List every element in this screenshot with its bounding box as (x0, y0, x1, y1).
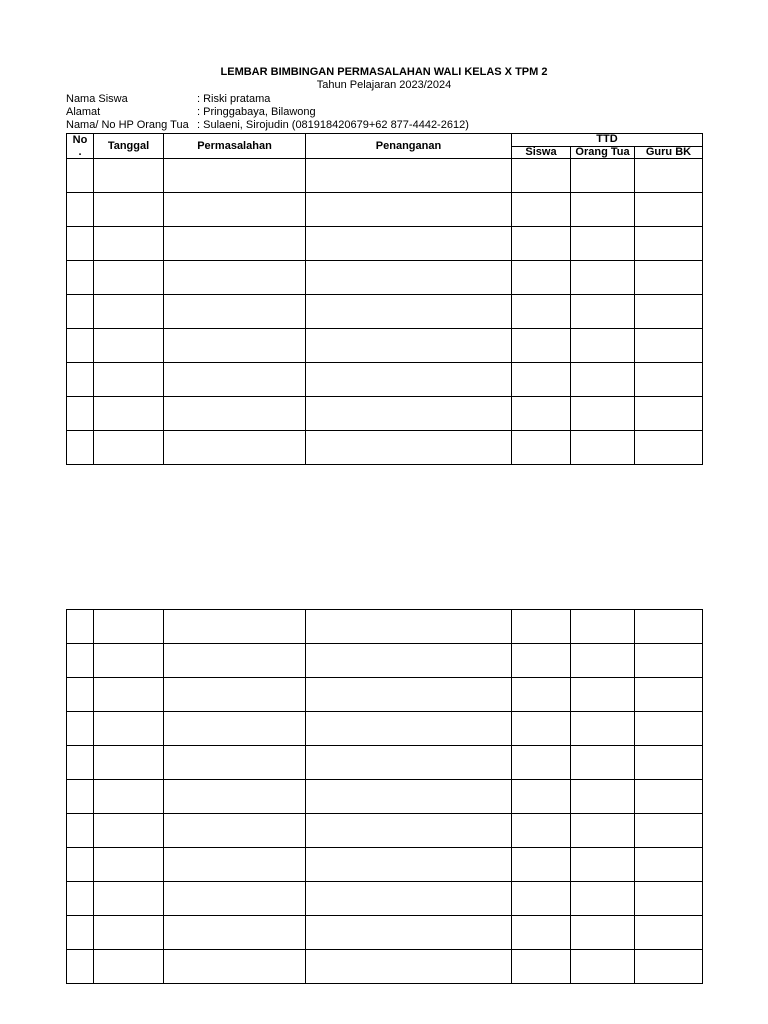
table-row (67, 882, 703, 916)
table-row (67, 746, 703, 780)
table-row (67, 848, 703, 882)
cell-ttd-siswa (512, 746, 571, 780)
cell-tanggal (94, 227, 164, 261)
cell-ttd-orang-tua (571, 678, 635, 712)
cell-tanggal (94, 814, 164, 848)
cell-tanggal (94, 261, 164, 295)
cell-permasalahan (164, 712, 306, 746)
info-value: : Riski pratama (197, 93, 271, 105)
counseling-table-continued (66, 609, 703, 984)
cell-permasalahan (164, 397, 306, 431)
cell-ttd-guru-bk (635, 329, 703, 363)
cell-ttd-siswa (512, 712, 571, 746)
cell-ttd-guru-bk (635, 227, 703, 261)
col-tanggal-header: Tanggal (94, 134, 164, 159)
cell-tanggal (94, 363, 164, 397)
table-row (67, 644, 703, 678)
cell-permasalahan (164, 261, 306, 295)
cell-penanganan (306, 363, 512, 397)
cell-ttd-guru-bk (635, 295, 703, 329)
table-row (67, 678, 703, 712)
cell-penanganan (306, 295, 512, 329)
table-row (67, 227, 703, 261)
cell-ttd-guru-bk (635, 678, 703, 712)
cell-ttd-guru-bk (635, 261, 703, 295)
cell-tanggal (94, 397, 164, 431)
cell-penanganan (306, 780, 512, 814)
cell-no (67, 610, 94, 644)
cell-penanganan (306, 159, 512, 193)
info-label: Nama Siswa (66, 93, 128, 105)
cell-ttd-siswa (512, 363, 571, 397)
cell-tanggal (94, 644, 164, 678)
cell-no (67, 227, 94, 261)
table-row (67, 712, 703, 746)
cell-ttd-orang-tua (571, 261, 635, 295)
table-row (67, 610, 703, 644)
cell-permasalahan (164, 950, 306, 984)
cell-penanganan (306, 678, 512, 712)
cell-ttd-siswa (512, 610, 571, 644)
col-no-label: No (72, 134, 88, 146)
cell-no (67, 678, 94, 712)
cell-ttd-orang-tua (571, 814, 635, 848)
table-row (67, 950, 703, 984)
cell-no (67, 882, 94, 916)
counseling-table (66, 133, 703, 465)
cell-ttd-orang-tua (571, 712, 635, 746)
table-row (67, 329, 703, 363)
cell-ttd-guru-bk (635, 916, 703, 950)
table-row (67, 431, 703, 465)
cell-tanggal (94, 610, 164, 644)
cell-no (67, 261, 94, 295)
cell-permasalahan (164, 644, 306, 678)
cell-ttd-guru-bk (635, 193, 703, 227)
table-row (67, 916, 703, 950)
cell-tanggal (94, 678, 164, 712)
cell-ttd-siswa (512, 431, 571, 465)
cell-ttd-guru-bk (635, 848, 703, 882)
cell-ttd-orang-tua (571, 431, 635, 465)
cell-permasalahan (164, 848, 306, 882)
cell-no (67, 644, 94, 678)
col-ttd-header: TTD (512, 134, 703, 147)
cell-ttd-siswa (512, 780, 571, 814)
cell-ttd-siswa (512, 916, 571, 950)
cell-ttd-guru-bk (635, 746, 703, 780)
col-siswa-header: Siswa (512, 146, 571, 159)
cell-no (67, 746, 94, 780)
cell-ttd-orang-tua (571, 363, 635, 397)
cell-penanganan (306, 746, 512, 780)
table-row (67, 780, 703, 814)
cell-tanggal (94, 916, 164, 950)
cell-ttd-guru-bk (635, 712, 703, 746)
cell-ttd-orang-tua (571, 882, 635, 916)
cell-ttd-orang-tua (571, 193, 635, 227)
cell-no (67, 295, 94, 329)
cell-ttd-orang-tua (571, 746, 635, 780)
col-no-dot: . (78, 146, 82, 158)
cell-penanganan (306, 916, 512, 950)
cell-permasalahan (164, 159, 306, 193)
cell-no (67, 363, 94, 397)
cell-penanganan (306, 712, 512, 746)
cell-penanganan (306, 610, 512, 644)
info-value: : Sulaeni, Sirojudin (081918420679+62 877-4442-2612) (197, 119, 469, 131)
col-guru-bk-header: Guru BK (635, 146, 703, 159)
info-label: Alamat (66, 106, 101, 118)
cell-penanganan (306, 261, 512, 295)
cell-ttd-orang-tua (571, 848, 635, 882)
cell-ttd-siswa (512, 950, 571, 984)
col-penanganan-header: Penanganan (306, 134, 512, 159)
cell-permasalahan (164, 610, 306, 644)
cell-ttd-guru-bk (635, 950, 703, 984)
cell-ttd-guru-bk (635, 159, 703, 193)
cell-ttd-orang-tua (571, 329, 635, 363)
cell-tanggal (94, 882, 164, 916)
cell-no (67, 397, 94, 431)
table-row (67, 159, 703, 193)
cell-permasalahan (164, 814, 306, 848)
cell-ttd-siswa (512, 848, 571, 882)
cell-ttd-siswa (512, 193, 571, 227)
cell-no (67, 848, 94, 882)
cell-ttd-guru-bk (635, 397, 703, 431)
col-no-header (67, 134, 94, 159)
cell-no (67, 193, 94, 227)
cell-tanggal (94, 193, 164, 227)
cell-penanganan (306, 814, 512, 848)
cell-permasalahan (164, 227, 306, 261)
cell-penanganan (306, 644, 512, 678)
cell-permasalahan (164, 193, 306, 227)
cell-no (67, 431, 94, 465)
cell-ttd-siswa (512, 261, 571, 295)
document-title: LEMBAR BIMBINGAN PERMASALAHAN WALI KELAS X TPM 2 (220, 66, 548, 78)
cell-permasalahan (164, 678, 306, 712)
cell-tanggal (94, 712, 164, 746)
cell-no (67, 780, 94, 814)
cell-penanganan (306, 431, 512, 465)
cell-tanggal (94, 848, 164, 882)
cell-ttd-orang-tua (571, 159, 635, 193)
cell-ttd-orang-tua (571, 644, 635, 678)
cell-ttd-siswa (512, 678, 571, 712)
cell-no (67, 712, 94, 746)
cell-no (67, 916, 94, 950)
cell-permasalahan (164, 363, 306, 397)
cell-ttd-siswa (512, 295, 571, 329)
cell-ttd-orang-tua (571, 397, 635, 431)
cell-no (67, 950, 94, 984)
table-row (67, 261, 703, 295)
cell-ttd-siswa (512, 159, 571, 193)
info-value: : Pringgabaya, Bilawong (197, 106, 316, 118)
cell-tanggal (94, 431, 164, 465)
table-row (67, 193, 703, 227)
cell-ttd-guru-bk (635, 610, 703, 644)
cell-penanganan (306, 329, 512, 363)
cell-ttd-orang-tua (571, 227, 635, 261)
cell-tanggal (94, 159, 164, 193)
cell-ttd-siswa (512, 329, 571, 363)
cell-no (67, 329, 94, 363)
cell-penanganan (306, 848, 512, 882)
table-row (67, 295, 703, 329)
cell-ttd-orang-tua (571, 610, 635, 644)
cell-ttd-orang-tua (571, 950, 635, 984)
cell-ttd-siswa (512, 644, 571, 678)
info-label: Nama/ No HP Orang Tua (66, 119, 189, 131)
cell-ttd-guru-bk (635, 882, 703, 916)
table-row (67, 397, 703, 431)
cell-permasalahan (164, 329, 306, 363)
cell-ttd-guru-bk (635, 363, 703, 397)
cell-tanggal (94, 746, 164, 780)
cell-permasalahan (164, 780, 306, 814)
col-orang-tua-header: Orang Tua (571, 146, 635, 159)
cell-ttd-guru-bk (635, 431, 703, 465)
col-permasalahan-header: Permasalahan (164, 134, 306, 159)
cell-ttd-orang-tua (571, 916, 635, 950)
cell-tanggal (94, 780, 164, 814)
cell-penanganan (306, 397, 512, 431)
cell-permasalahan (164, 916, 306, 950)
cell-permasalahan (164, 746, 306, 780)
cell-ttd-siswa (512, 227, 571, 261)
cell-tanggal (94, 950, 164, 984)
cell-ttd-siswa (512, 814, 571, 848)
cell-penanganan (306, 882, 512, 916)
cell-ttd-guru-bk (635, 644, 703, 678)
cell-no (67, 814, 94, 848)
cell-ttd-siswa (512, 397, 571, 431)
table-row (67, 814, 703, 848)
cell-penanganan (306, 950, 512, 984)
table-row (67, 363, 703, 397)
cell-penanganan (306, 227, 512, 261)
cell-tanggal (94, 295, 164, 329)
cell-ttd-guru-bk (635, 780, 703, 814)
academic-year: Tahun Pelajaran 2023/2024 (316, 79, 452, 91)
cell-ttd-orang-tua (571, 295, 635, 329)
cell-ttd-orang-tua (571, 780, 635, 814)
cell-no (67, 159, 94, 193)
cell-tanggal (94, 329, 164, 363)
cell-penanganan (306, 193, 512, 227)
cell-ttd-siswa (512, 882, 571, 916)
cell-permasalahan (164, 431, 306, 465)
cell-permasalahan (164, 882, 306, 916)
cell-ttd-guru-bk (635, 814, 703, 848)
cell-permasalahan (164, 295, 306, 329)
